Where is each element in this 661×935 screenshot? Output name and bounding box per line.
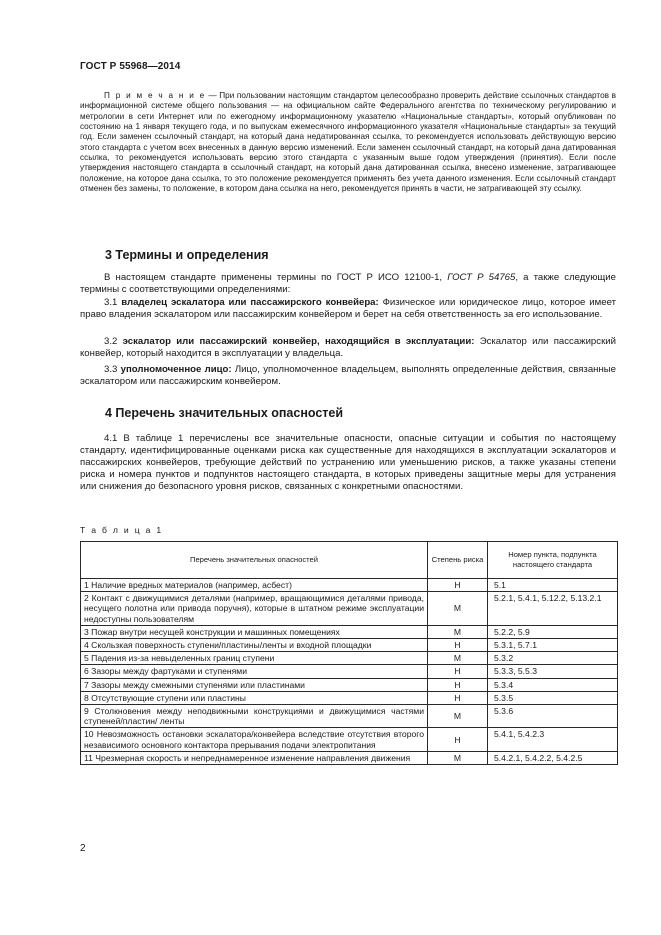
hazards-table	[80, 541, 618, 765]
risk-cell: М	[428, 592, 488, 626]
section-4-text: 4.1 В таблице 1 перечислены все значительные опасности, опасные ситуации и события по настоящему стандарту, идентифицированные оценками риска как существенные для находящихся в эксплуатации эскалаторов и пассажирских конвейеров, требующие действий по устранению или уменьшению рисков, а также указаны степени риска и номера пунктов и подпунктов настоящего стандарта, в которых приведены защитные меры для устранения или снижения до безопасного уровня рисков, связанных с конкретными опасностями.	[80, 433, 616, 493]
table-row	[81, 625, 618, 638]
term-3-3	[80, 364, 616, 388]
section-3-intro	[80, 272, 616, 296]
clause-cell: 5.2.1, 5.4.1, 5.12.2, 5.13.2.1	[488, 592, 618, 626]
term-number: 3.1	[104, 297, 122, 308]
intro-text-a: В настоящем стандарте применены термины по ГОСТ Р ИСО 12100-1,	[104, 272, 448, 283]
term-definition: Лицо, уполномоченное владельцем, выполнять определенные действия, связанные эскалатором или пассажирским конвейером.	[80, 364, 616, 388]
clause-cell: 5.3.6	[488, 705, 618, 728]
risk-cell: Н	[428, 665, 488, 678]
term-name: уполномоченное лицо:	[120, 364, 232, 375]
header-clause: Номер пункта, подпункта настоящего стандарта	[488, 542, 618, 579]
section-4-title: 4 Перечень значительных опасностей	[105, 406, 344, 420]
clause-cell: 5.3.2	[488, 652, 618, 665]
table-row	[81, 639, 618, 652]
table-row	[81, 579, 618, 592]
header-hazards: Перечень значительных опасностей	[81, 542, 428, 579]
note-label: П р и м е ч а н и е	[104, 91, 206, 100]
intro-italic-ref: ГОСТ Р 54765	[447, 272, 516, 283]
clause-cell: 5.4.2.1, 5.4.2.2, 5.4.2.5	[488, 751, 618, 764]
page-number: 2	[80, 843, 86, 854]
table-row	[81, 665, 618, 678]
clause-cell: 5.3.5	[488, 691, 618, 704]
hazard-cell: 1 Наличие вредных материалов (например, асбест)	[81, 579, 428, 592]
clause-cell: 5.3.3, 5.5.3	[488, 665, 618, 678]
intro-text-b: , а также следующие термины с соответствующими определениями:	[80, 272, 616, 296]
hazard-cell: 6 Зазоры между фартуками и ступенями	[81, 665, 428, 678]
hazard-cell: 8 Отсутствующие ступени или пластины	[81, 691, 428, 704]
hazard-cell: 2 Контакт с движущимися деталями (например, вращающимися деталями привода, несущего полотна или привода поручня), которые в штатном режиме эксплуатации недоступны пользователям	[81, 592, 428, 626]
table-row	[81, 751, 618, 764]
hazard-cell: 9 Столкновения между неподвижными конструкциями и движущимися частями ступеней/пластин/ ленты	[81, 705, 428, 728]
note-text: — При пользовании настоящим стандартом целесообразно проверить действие ссылочных стандартов в информационной системе общего пользования — на официальном сайте Федерального агентства по техническому регулированию и метрологии в сети Интернет или по ежегодному информационному указателю «Национальные стандарты», который опубликован по состоянию на 1 января текущего года, и по выпускам ежемесячного информационного указателя «Национальные стандарты» за текущий год. Если заменен ссылочный стандарт, на который дана недатированная ссылка, то рекомендуется использовать действующую версию этого стандарта с учетом всех внесенных в данную версию изменений. Если заменен ссылочный стандарт, на который дана датированная ссылка, то рекомендуется использовать версию этого стандарта с указанным выше годом утверждения (принятия). Если после утверждения настоящего стандарта в ссылочный стандарт, на который дана датированная ссылка, внесено изменение, затрагивающее положение, на которое дана ссылка, то это положение рекомендуется применять без учета данного изменения. Если ссылочный стандарт отменен без замены, то положение, в котором дана ссылка на него, рекомендуется принять в части, не затрагивающей эту ссылку.	[80, 91, 616, 194]
table-row	[81, 691, 618, 704]
clause-cell: 5.1	[488, 579, 618, 592]
clause-cell: 5.3.1, 5.7.1	[488, 639, 618, 652]
risk-cell: М	[428, 652, 488, 665]
term-number: 3.2	[104, 336, 123, 347]
clause-cell: 5.2.2, 5.9	[488, 625, 618, 638]
table-row	[81, 678, 618, 691]
risk-cell: М	[428, 705, 488, 728]
table-caption: Т а б л и ц а 1	[80, 525, 163, 535]
risk-cell: Н	[428, 579, 488, 592]
hazard-cell: 11 Чрезмерная скорость и непреднамеренное изменение направления движения	[81, 751, 428, 764]
hazard-cell: 10 Невозможность остановки эскалатора/конвейера вследствие отсутствия второго независимого основного контактора прерывания подачи электропитания	[81, 728, 428, 751]
risk-cell: Н	[428, 728, 488, 751]
term-3-1	[80, 297, 616, 321]
page-header: ГОСТ Р 55968—2014	[80, 61, 181, 72]
hazard-cell: 4 Скользкая поверхность ступени/пластины/ленты и входной площадки	[81, 639, 428, 652]
clause-cell: 5.4.1, 5.4.2.3	[488, 728, 618, 751]
table-header-row	[81, 542, 618, 579]
table-row	[81, 728, 618, 751]
risk-cell: М	[428, 751, 488, 764]
table-row	[81, 705, 618, 728]
risk-cell: Н	[428, 678, 488, 691]
term-definition: Физическое или юридическое лицо, которое имеет право владения эскалатором или пассажирским конвейером и берет на себя ответственность за его использование.	[80, 297, 616, 321]
term-name: эскалатор или пассажирский конвейер, находящийся в эксплуатации:	[122, 336, 475, 347]
risk-cell: Н	[428, 691, 488, 704]
risk-cell: М	[428, 625, 488, 638]
term-3-2	[80, 336, 616, 360]
header-risk: Степень риска	[428, 542, 488, 579]
term-name: владелец эскалатора или пассажирского конвейера:	[121, 297, 379, 308]
hazard-cell: 5 Падения из-за невыделенных границ ступени	[81, 652, 428, 665]
section-3-title: 3 Термины и определения	[105, 248, 269, 262]
hazard-cell: 7 Зазоры между смежными ступенями или пластинами	[81, 678, 428, 691]
clause-cell: 5.3.4	[488, 678, 618, 691]
term-number: 3.3	[104, 364, 121, 375]
term-definition: Эскалатор или пассажирский конвейер, который находится в эксплуатации у владельца.	[80, 336, 616, 360]
risk-cell: Н	[428, 639, 488, 652]
table-row	[81, 652, 618, 665]
table-row	[81, 592, 618, 626]
hazard-cell: 3 Пожар внутри несущей конструкции и машинных помещениях	[81, 625, 428, 638]
note-paragraph	[80, 91, 616, 194]
